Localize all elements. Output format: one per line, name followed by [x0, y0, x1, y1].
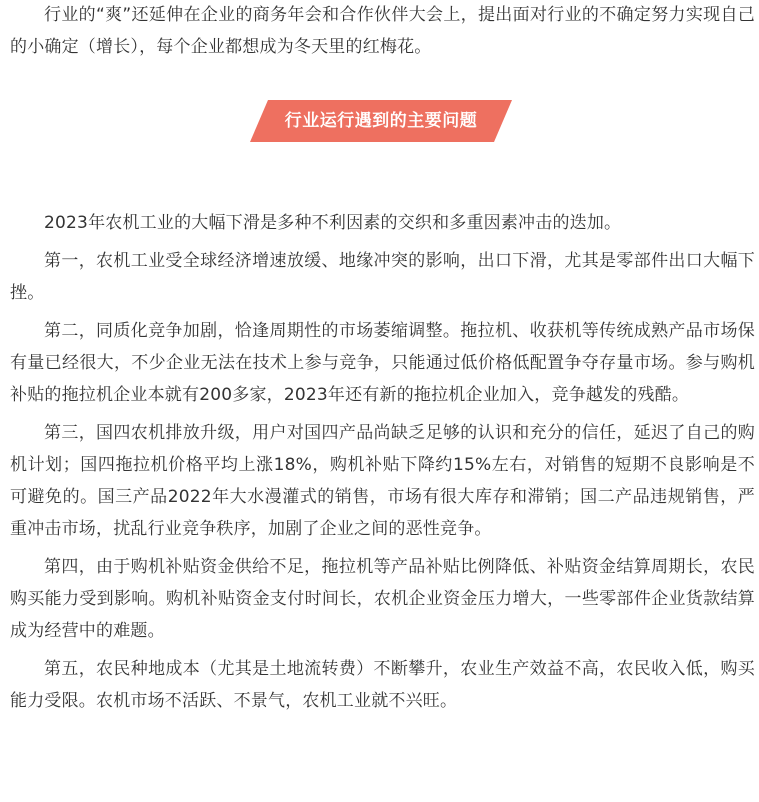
- paragraph-point-3: 第三，国四农机排放升级，用户对国四产品尚缺乏足够的认识和充分的信任，延迟了自己的购机计划；国四拖拉机价格平均上涨18%，购机补贴下降约15%左右，对销售的短期不良影响是不可避免的。国三产品2022年大水漫灌式的销售，市场有很大库存和滞销；国二产品违规销售，严重冲击市场，扰乱行业竞争秩序，加剧了企业之间的恶性竞争。: [10, 423, 755, 539]
- paragraph-point-2: 第二，同质化竞争加剧，恰逢周期性的市场萎缩调整。拖拉机、收获机等传统成熟产品市场保有量已经很大，不少企业无法在技术上参与竞争，只能通过低价格低配置争夺存量市场。参与购机补贴的拖拉机企业本就有200多家，2023年还有新的拖拉机企业加入，竞争越发的残酷。: [10, 321, 755, 405]
- section-banner: [250, 100, 512, 142]
- paragraph-point-1: 第一，农机工业受全球经济增速放缓、地缘冲突的影响，出口下滑，尤其是零部件出口大幅下挫。: [10, 251, 755, 303]
- paragraph-list: [10, 207, 755, 717]
- paragraph-point-5: 第五，农民种地成本（尤其是土地流转费）不断攀升，农业生产效益不高，农民收入低，购买能力受限。农机市场不活跃、不景气，农机工业就不兴旺。: [10, 659, 755, 711]
- paragraph-point-4: 第四，由于购机补贴资金供给不足，拖拉机等产品补贴比例降低、补贴资金结算周期长，农民购买能力受到影响。购机补贴资金支付时间长，农机企业资金压力增大，一些零部件企业货款结算成为经营中的难题。: [10, 557, 755, 641]
- article-body: [10, 0, 755, 717]
- intro-paragraph: 行业的“爽”还延伸在企业的商务年会和合作伙伴大会上，提出面对行业的不确定努力实现自己的小确定（增长），每个企业都想成为冬天里的红梅花。: [10, 5, 755, 57]
- section-header: [10, 100, 755, 174]
- section-title: 行业运行遇到的主要问题: [284, 111, 478, 131]
- paragraph-summary: 2023年农机工业的大幅下滑是多种不利因素的交织和多重因素冲击的迭加。: [44, 213, 622, 233]
